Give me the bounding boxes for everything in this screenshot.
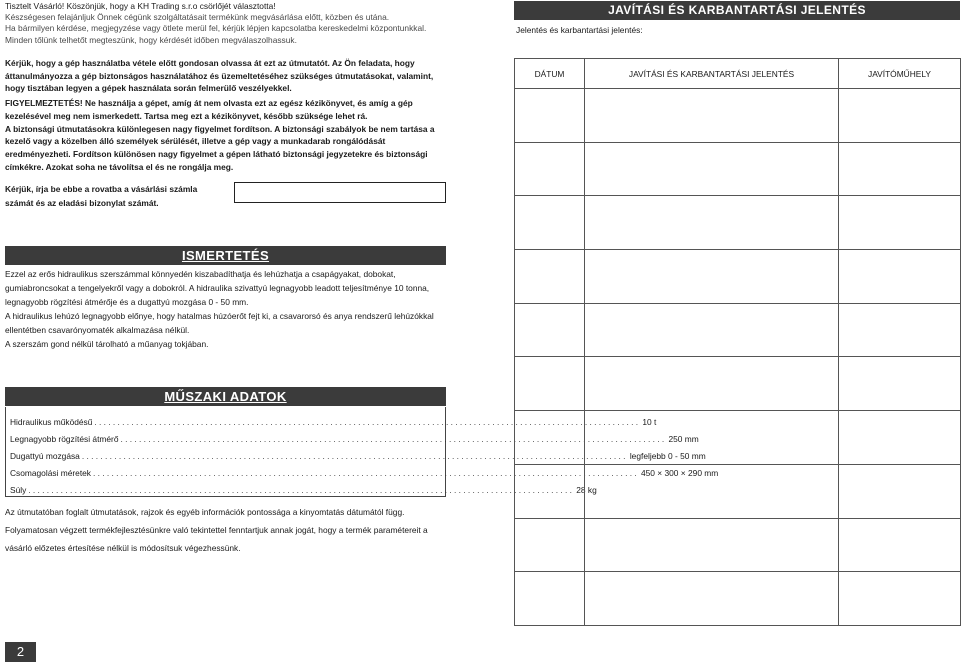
spec-row-package [10, 466, 719, 480]
spec-row-stroke [10, 449, 706, 463]
table-row [515, 357, 961, 411]
service-log-header: JAVÍTÁSI ÉS KARBANTARTÁSI JELENTÉS [514, 1, 960, 20]
report-cell[interactable] [585, 142, 839, 196]
table-row [515, 518, 961, 572]
warning-text-2: A biztonsági útmutatásokra különlegesen nagy figyelmet fordítson. A biztonsági szabályok be nem tartása a kezelő vagy a közelben álló személyek sérülését, illetve a gép vagy a munkadarab rongálódását eredményezheti. Fordítson különösen nagy figyelmet a gépen látható biztonsági jegyzetekre és biztonsági címkékre. Azokat soha ne távolítsa el és ne rongálja meg. [5, 123, 435, 172]
table-row [515, 142, 961, 196]
table-row [515, 572, 961, 626]
service-log-label: Jelentés és karbantartási jelentés: [516, 25, 643, 35]
service-log-table [514, 58, 961, 626]
table-row [515, 411, 961, 465]
report-cell[interactable] [585, 411, 839, 465]
intro-response: Minden tőlünk telhetőt megteszünk, hogy kérdését időben megválaszolhassuk. [5, 34, 297, 45]
receipt-label-line-2: számát és az eladási bizonylat számát. [5, 198, 159, 208]
description-paragraph-2: A hidraulikus lehúzó legnagyobb előnye, hogy hatalmas húzóerőt fejt ki, a csavarorsó és anya rendszerű lehúzókkal ellentétben csavarónyomaték alkalmazása nélkül. [5, 311, 434, 335]
spec-label: Hidraulikus működésű [10, 417, 93, 427]
spec-label: Legnagyobb rögzítési átmérő [10, 434, 119, 444]
workshop-cell[interactable] [839, 411, 961, 465]
intro-greeting: Tisztelt Vásárló! Köszönjük, hogy a KH Trading s.r.o csörlőjét választotta! [5, 1, 276, 11]
intro-offer: Készségesen felajánljuk Önnek cégünk szolgáltatásait termékünk megvásárlása előtt, közben és utána. [5, 12, 390, 23]
leader-dots: ...................................................................................................................... [81, 451, 628, 461]
date-cell[interactable] [515, 196, 585, 250]
workshop-cell[interactable] [839, 303, 961, 357]
spec-label: Súly [10, 485, 27, 495]
workshop-cell[interactable] [839, 196, 961, 250]
receipt-label [5, 182, 220, 210]
table-row [515, 89, 961, 143]
warning-title: FIGYELMEZTETÉS! [5, 98, 83, 108]
leader-dots: ...................................................................................................................... [28, 485, 575, 495]
warning-text-1: Ne használja a gépet, amíg át nem olvasta ezt az egész kézikönyvet, és amíg a gép kezelésével meg nem ismerkedett. Tartsa meg ezt a kézikönyvet, később szüksége lehet rá. [5, 98, 413, 121]
report-cell[interactable] [585, 196, 839, 250]
spec-row-operation [10, 415, 657, 429]
spec-label: Dugattyú mozgása [10, 451, 80, 461]
table-row [515, 196, 961, 250]
spec-value: 450 × 300 × 290 mm [640, 468, 719, 478]
column-date: DÁTUM [515, 59, 585, 89]
workshop-cell[interactable] [839, 250, 961, 304]
intro-text [5, 1, 465, 46]
report-cell[interactable] [585, 89, 839, 143]
column-workshop: JAVÍTÓMŰHELY [839, 59, 961, 89]
date-cell[interactable] [515, 89, 585, 143]
receipt-label-line-1: Kérjük, írja be ebbe a rovatba a vásárlási számla [5, 184, 198, 194]
footer-note-line-2: Folyamatosan végzett termékfejlesztésünkre való tekintettel fenntartjuk annak jogát, hogy a termék paramétereit a vásárló előzetes értesítése nélkül is módosítsuk végezhessünk. [5, 525, 428, 553]
read-manual-note [5, 57, 450, 95]
date-cell[interactable] [515, 142, 585, 196]
workshop-cell[interactable] [839, 142, 961, 196]
specs-title: MŰSZAKI ADATOK [164, 389, 287, 404]
date-cell[interactable] [515, 464, 585, 518]
description-text [5, 267, 445, 351]
workshop-cell[interactable] [839, 89, 961, 143]
date-cell[interactable] [515, 250, 585, 304]
spec-label: Csomagolási méretek [10, 468, 91, 478]
footer-note-line-1: Az útmutatóban foglalt útmutatások, rajzok és egyéb információk pontossága a kinyomtatás dátumától függ. [5, 507, 405, 517]
spec-row-diameter [10, 432, 699, 446]
workshop-cell[interactable] [839, 572, 961, 626]
description-paragraph-1: Ezzel az erős hidraulikus szerszámmal könnyedén kiszabadíthatja és lehúzhatja a csapágyakat, dobokat, gumiabroncsokat a tengelyekről vagy a dobokról. A hidraulika szivattyú legnagyobb leadott teljesítménye 10 tonna, legnagyobb rögzítési átmérője és a dugattyú mozgása 0 - 50 mm. [5, 269, 430, 307]
specs-table [5, 407, 719, 497]
table-row [515, 250, 961, 304]
date-cell[interactable] [515, 303, 585, 357]
description-paragraph-3: A szerszám gond nélkül tárolható a műanyag tokjában. [5, 339, 209, 349]
specs-header [5, 387, 446, 406]
note-line-1: Kérjük, hogy a gép használatba vétele előtt gondosan olvassa át ezt az útmutatót. [5, 58, 330, 68]
workshop-cell[interactable] [839, 357, 961, 411]
warning-block [5, 97, 450, 174]
description-header [5, 246, 446, 265]
receipt-number-box[interactable] [234, 182, 446, 203]
table-row [515, 303, 961, 357]
intro-contact: Ha bármilyen kérdése, megjegyzése vagy ötlete merül fel, kérjük lépjen kapcsolatba kereskedelmi központunkkal. [5, 23, 427, 34]
report-cell[interactable] [585, 518, 839, 572]
spec-value: 250 mm [668, 434, 699, 444]
leader-dots: ...................................................................................................................... [120, 434, 667, 444]
page-number: 2 [5, 642, 36, 662]
date-cell[interactable] [515, 357, 585, 411]
leader-dots: ...................................................................................................................... [94, 417, 641, 427]
spec-value: legfeljebb 0 - 50 mm [629, 451, 706, 461]
leader-dots: ...................................................................................................................... [93, 468, 639, 478]
date-cell[interactable] [515, 411, 585, 465]
report-cell[interactable] [585, 303, 839, 357]
footer-note [5, 503, 450, 557]
note-line-2: Az Ön feladata, hogy áttanulmányozza a gép biztonságos használatához és üzemeltetéséhez szükséges útmutatásokat, valamint, hogy tisztában legyen a gépek használata során felmerülő veszélyekkel. [5, 58, 434, 94]
report-cell[interactable] [585, 572, 839, 626]
service-log-header-row [515, 59, 961, 89]
spec-value: 10 t [642, 417, 657, 427]
description-title: ISMERTETÉS [181, 248, 270, 263]
table-row [515, 464, 961, 518]
workshop-cell[interactable] [839, 464, 961, 518]
report-cell[interactable] [585, 250, 839, 304]
date-cell[interactable] [515, 572, 585, 626]
report-cell[interactable] [585, 464, 839, 518]
date-cell[interactable] [515, 518, 585, 572]
workshop-cell[interactable] [839, 518, 961, 572]
spec-row-weight [10, 483, 597, 497]
column-report: JAVÍTÁSI ÉS KARBANTARTÁSI JELENTÉS [585, 59, 839, 89]
report-cell[interactable] [585, 357, 839, 411]
spec-value: 28 kg [576, 485, 597, 495]
